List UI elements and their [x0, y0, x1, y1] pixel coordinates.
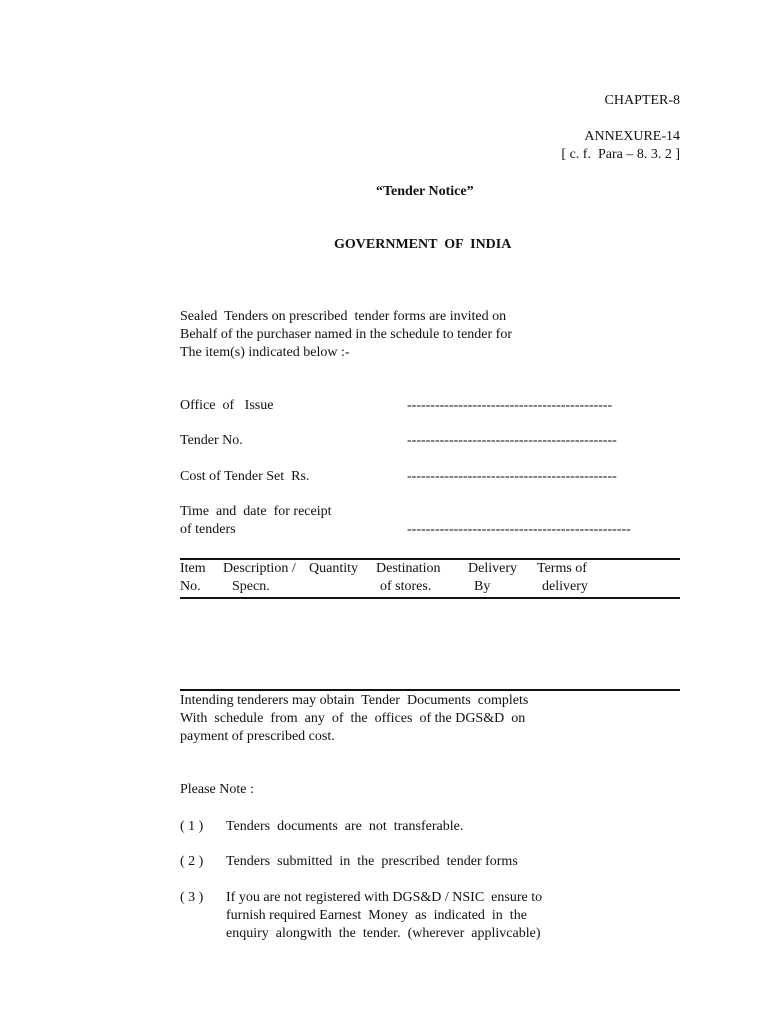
- note-text: furnish required Earnest Money as indicated in the: [226, 908, 527, 923]
- col-delivery-header: By: [474, 579, 491, 594]
- chapter-label: CHAPTER-8: [604, 93, 680, 108]
- table-header-rule: [180, 597, 680, 599]
- note-number: ( 2 ): [180, 854, 204, 869]
- tender-no-blank: ---------------------------------------------: [407, 433, 617, 448]
- col-quantity-header: Quantity: [309, 561, 358, 576]
- intro-line: Behalf of the purchaser named in the schedule to tender for: [180, 327, 512, 342]
- intro-line: The item(s) indicated below :-: [180, 345, 350, 360]
- col-destination-header: Destination: [376, 561, 441, 576]
- tender-no-label: Tender No.: [180, 433, 243, 448]
- tender-cost-blank: ---------------------------------------------: [407, 469, 617, 484]
- intro-line: Sealed Tenders on prescribed tender forms are invited on: [180, 309, 507, 324]
- note-text: Tenders documents are not transferable.: [226, 819, 464, 834]
- col-terms-header: Terms of: [537, 561, 587, 576]
- documents-line: payment of prescribed cost.: [180, 729, 335, 744]
- col-description-header: Description /: [223, 561, 296, 576]
- note-number: ( 1 ): [180, 819, 204, 834]
- note-text: If you are not registered with DGS&D / NSIC ensure to: [226, 890, 543, 905]
- office-of-issue-blank: --------------------------------------------: [407, 398, 613, 413]
- note-text: enquiry alongwith the tender. (wherever applivcable): [226, 926, 541, 941]
- table-bottom-rule: [180, 689, 680, 691]
- tender-cost-label: Cost of Tender Set Rs.: [180, 469, 310, 484]
- col-description-header: Specn.: [232, 579, 270, 594]
- col-terms-header: delivery: [542, 579, 588, 594]
- col-item-header: Item: [180, 561, 206, 576]
- note-text: Tenders submitted in the prescribed tender forms: [226, 854, 518, 869]
- office-of-issue-label: Office of Issue: [180, 398, 274, 413]
- receipt-time-blank: ------------------------------------------------: [407, 522, 631, 537]
- receipt-time-label: of tenders: [180, 522, 236, 537]
- documents-line: Intending tenderers may obtain Tender Documents complets: [180, 693, 529, 708]
- col-destination-header: of stores.: [380, 579, 432, 594]
- receipt-time-label: Time and date for receipt: [180, 504, 332, 519]
- document-title: “Tender Notice”: [376, 184, 474, 199]
- document-subtitle: GOVERNMENT OF INDIA: [334, 237, 512, 252]
- note-number: ( 3 ): [180, 890, 204, 905]
- documents-line: With schedule from any of the offices of the DGS&D on: [180, 711, 526, 726]
- note-heading: Please Note :: [180, 782, 254, 797]
- para-reference: [ c. f. Para – 8. 3. 2 ]: [561, 147, 680, 162]
- annexure-label: ANNEXURE-14: [584, 129, 680, 144]
- col-delivery-header: Delivery: [468, 561, 517, 576]
- col-item-header: No.: [180, 579, 201, 594]
